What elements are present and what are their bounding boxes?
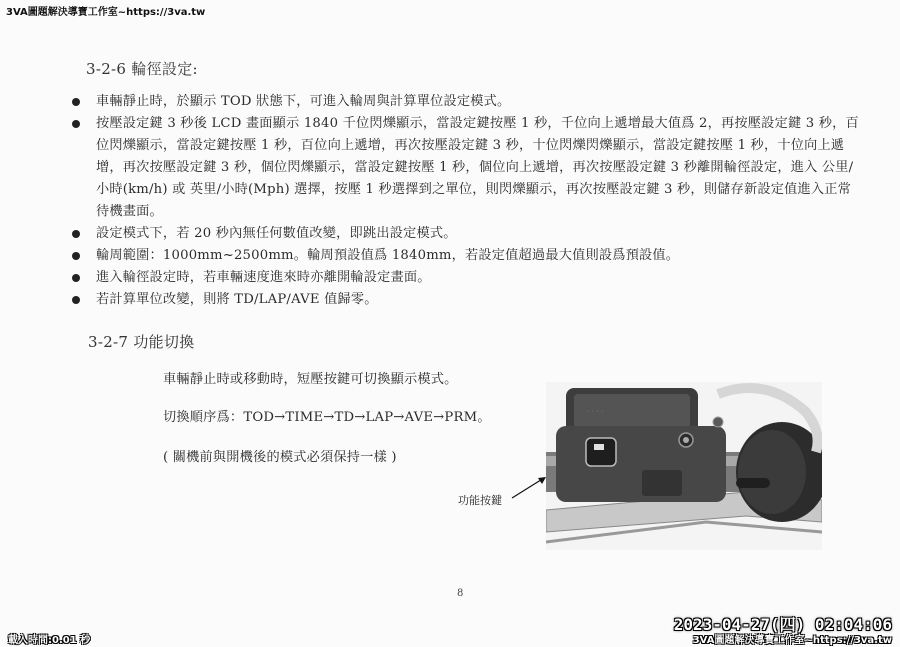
switch-order-text: 切換順序爲：TOD→TIME→TD→LAP→AVE→PRM。 xyxy=(163,410,491,425)
list-item: 按壓設定鍵 3 秒後 LCD 畫面顯示 1840 千位閃爍顯示，當設定鍵按壓 1 秒，千位向上遞增最大值爲 2，再按壓設定鍵 3 秒，百位閃爍顯示，當設定鍵按壓 1 秒，百位向上遞增，再次按壓設定鍵 3 秒，十位閃爍閃爍顯示，當設定鍵按壓 1 秒，十位向上遞增，再次按壓設定鍵 3 秒，個位閃爍顯示，當設定鍵按壓 1 秒，個位向上遞增，再次按壓設定鍵 3 秒離開輪徑設定，進入 公里/小時(km/h) 或 英里/小時(Mph) 選擇，按壓 1 秒選擇到之單位，則閃爍顯示，再次按壓設定鍵 3 秒，則儲存新設定值進入正常待機畫面。 xyxy=(72,113,861,223)
svg-text:· · · ·: · · · · xyxy=(586,407,604,416)
mode-retain-note: ( 關機前與開機後的模式必須保持一樣 ) xyxy=(163,450,397,465)
handlebar-photo xyxy=(546,382,822,550)
bullet-list-326 xyxy=(72,91,862,311)
watermark-site-bottom: 3VA圖題解決導寶工作室~https://3va.tw xyxy=(692,635,892,646)
bullet-dot-icon xyxy=(72,296,80,304)
bullet-dot-icon xyxy=(72,98,80,106)
list-item: 設定模式下，若 20 秒內無任何數值改變，即跳出設定模式。 xyxy=(72,223,862,245)
list-item: 輪周範圍：1000mm~2500mm。輪周預設值爲 1840mm，若設定值超過最大值則設爲預設值。 xyxy=(72,245,862,267)
section-heading-327: 3-2-7 功能切換 xyxy=(88,333,195,351)
function-button-label: 功能按鍵 xyxy=(458,494,502,507)
list-item: 進入輪徑設定時，若車輛速度進來時亦離開輪設定畫面。 xyxy=(72,267,862,289)
bullet-dot-icon xyxy=(72,120,80,128)
watermark-top: 3VA圖題解決導寶工作室~https://3va.tw xyxy=(6,7,206,18)
list-item: 若計算單位改變，則將 TD/LAP/AVE 值歸零。 xyxy=(72,289,862,311)
list-item: 車輛靜止時，於顯示 TOD 狀態下，可進入輪周與計算單位設定模式。 xyxy=(72,91,862,113)
bullet-dot-icon xyxy=(72,252,80,260)
bullet-dot-icon xyxy=(72,230,80,238)
bullet-dot-icon xyxy=(72,274,80,282)
watermark-timestamp: 2023-04-27(四) 02:04:06 xyxy=(673,615,892,634)
section-heading-326: 3-2-6 輪徑設定: xyxy=(86,60,198,78)
watermark-load-time: 載入時間:0.01 秒 xyxy=(8,635,91,646)
arrow-icon xyxy=(510,472,550,502)
page-number: 8 xyxy=(457,588,464,599)
function-switch-desc: 車輛靜止時或移動時，短壓按鍵可切換顯示模式。 xyxy=(163,372,458,387)
